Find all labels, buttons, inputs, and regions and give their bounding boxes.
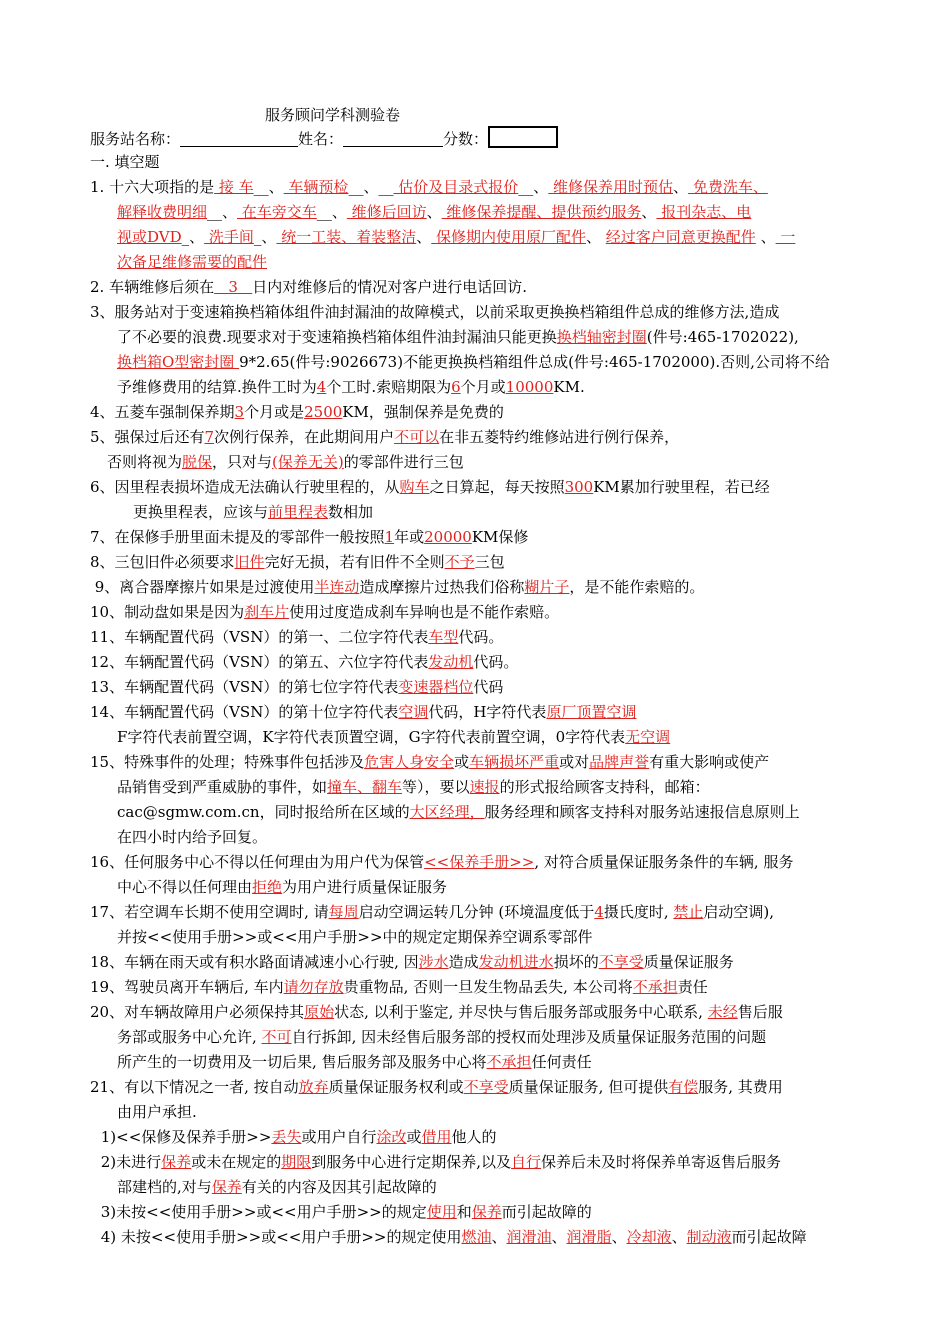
q-text: 责任	[677, 978, 708, 996]
answer: 半连动	[314, 578, 360, 596]
q1-prefix: 1. 十六大项指的是	[90, 178, 215, 196]
answer: 前里程表	[268, 503, 329, 521]
answer: 糊片子	[524, 578, 570, 596]
q-text: 品销售受到严重威胁的事件，如	[117, 778, 328, 796]
q16-line2	[117, 876, 870, 900]
answer: 有偿	[668, 1078, 699, 1096]
q20-line3	[117, 1051, 870, 1075]
q-text: 启动空调运转几分钟 (环境温度低于	[358, 903, 595, 921]
answer: 发动机进水	[478, 953, 554, 971]
answer: 2500	[304, 403, 343, 421]
q-text: 服务, 其费用	[698, 1078, 783, 1096]
q-text: 或对	[559, 753, 590, 771]
answer: 每周	[328, 903, 359, 921]
q-text: 代码。	[458, 628, 504, 646]
answer: 报刊杂志、电	[656, 203, 752, 221]
q-text: 的形式报给顾客支持科，邮箱：	[499, 778, 710, 796]
q15-line2	[117, 776, 870, 800]
q4	[90, 401, 870, 425]
q20-line1	[90, 1001, 870, 1025]
answer: 品牌声誉	[589, 753, 650, 771]
q21-item4	[96, 1226, 870, 1250]
q-text: 售后服	[737, 1003, 783, 1021]
q1-line1: 1. 十六大项指的是 接 车__、 车辆预检__、__ 估价及目录式报价__、 维修保养用时预估、 免费洗车、	[90, 178, 768, 196]
answer: 6	[451, 378, 461, 396]
q-text: 3)未按<<使用手册>>或<<用户手册>>的规定	[96, 1203, 427, 1221]
q-text: 质量保证服务, 但可提供	[508, 1078, 669, 1096]
answer: 冷却液	[626, 1228, 672, 1246]
answer: 制动液	[686, 1228, 732, 1246]
page-title: 服务顾问学科测验卷	[265, 106, 401, 124]
station-label: 服务站名称：	[90, 130, 181, 148]
q-text: 启动空调),	[703, 903, 774, 921]
answer: 原厂顶置空调	[546, 703, 637, 721]
q-text: 或	[406, 1128, 422, 1146]
answer: 300	[564, 478, 594, 496]
answer: 免费洗车、	[688, 178, 768, 196]
answer: 不予	[444, 553, 475, 571]
q9	[90, 576, 870, 600]
answer: 使用	[426, 1203, 457, 1221]
q19	[90, 976, 870, 1000]
q-text: 保养后未及时将保养单寄返售后服务	[541, 1153, 782, 1171]
q-text: 10、制动盘如果是因为	[90, 603, 245, 621]
q-text: 代码	[473, 678, 504, 696]
q-text: KM保修	[471, 528, 529, 546]
q-text: 1)<<保修及保养手册>>	[96, 1128, 272, 1146]
q-text: 他人的	[451, 1128, 497, 1146]
q3-line4	[117, 376, 870, 400]
q-text: 更换里程表，应该与	[133, 503, 269, 521]
q17-line2: 并按<<使用手册>>或<<用户手册>>中的规定定期保养空调系零部件	[117, 928, 593, 946]
q-text: 贵重物品, 否则一旦发生物品丢失, 本公司将	[343, 978, 633, 996]
q14-line2	[117, 726, 870, 750]
q8	[90, 551, 870, 575]
q-text: 而引起故障	[731, 1228, 807, 1246]
q-text: 15、特殊事件的处理；特殊事件包括涉及	[90, 753, 365, 771]
answer: (保养无关)	[272, 453, 344, 471]
q-text: 21、有以下情况之一者, 按自动	[90, 1078, 299, 1096]
answer: 维修保养用时预估	[548, 178, 674, 196]
q21-item1	[96, 1126, 870, 1150]
answer: 车辆损坏严重	[469, 753, 560, 771]
q-text: 所产生的一切费用及一切后果, 售后服务部及服务中心将	[117, 1053, 487, 1071]
q2	[90, 276, 870, 300]
answer: 换档轴密封圈	[556, 328, 647, 346]
q1-line2: 解释收费明细__、 在车旁交车__、 维修后回访、 维修保养提醒、提供预约服务、 报刊杂志、电	[117, 203, 752, 221]
answer: 润滑油	[506, 1228, 552, 1246]
q-text: 造成	[448, 953, 479, 971]
answer: 接 车	[214, 178, 254, 196]
answer: 估价及目录式报价	[393, 178, 519, 196]
q1-line3: 视或DVD_、 洗手间_、 统一工装、着装整洁、 保修期内使用原厂配件、 经过客户同意更换配件 、 一	[117, 228, 796, 246]
q-text: 个工时.索赔期限为	[326, 378, 452, 396]
q-text: F字符代表前置空调，K字符代表顶置空调，G字符代表前置空调，0字符代表	[117, 728, 626, 746]
q-text: 三包	[474, 553, 505, 571]
q-text: 在非五菱特约维修站进行例行保养，	[439, 428, 680, 446]
answer: 4	[594, 903, 604, 921]
section-heading: 一. 填空题	[90, 153, 160, 171]
q-text: 任何责任	[531, 1053, 592, 1071]
answer: 一	[775, 228, 796, 246]
q-text: 19、驾驶员离开车辆后, 车内	[90, 978, 284, 996]
answer: 刹车片	[244, 603, 290, 621]
q6-line1	[90, 476, 870, 500]
q11	[90, 626, 870, 650]
q1-line4	[117, 251, 870, 275]
q-text: (件号:465-1702022),	[646, 328, 799, 346]
q-text: 9*2.65(件号:9026673)不能更换换档箱组件总成(件号:465-1702000).否则,公司将不给	[239, 353, 830, 371]
q-text: 到服务中心进行定期保养,以及	[311, 1153, 511, 1171]
answer: 保养	[161, 1153, 192, 1171]
answer: 润滑脂	[566, 1228, 612, 1246]
answer: 拒绝	[252, 878, 283, 896]
q-text: 完好无损，若有旧件不全则	[264, 553, 445, 571]
q21-item2-line2	[117, 1176, 870, 1200]
q10	[90, 601, 870, 625]
q-text: 20、对车辆故障用户必须保持其	[90, 1003, 305, 1021]
q-text: 务部或服务中心允许,	[117, 1028, 262, 1046]
q-text: 、	[491, 1228, 507, 1246]
q-text: 年或	[394, 528, 425, 546]
answer: 保修期内使用原厂配件	[431, 228, 587, 246]
q-text: 2. 车辆维修后须在	[90, 278, 215, 296]
answer: 自行	[511, 1153, 542, 1171]
q17-line1	[90, 901, 870, 925]
q-text: 5、强保过后还有	[90, 428, 205, 446]
score-box[interactable]	[488, 126, 558, 148]
q14-line1	[90, 701, 870, 725]
q-text: 7、在保修手册里面未提及的零部件一般按照	[90, 528, 385, 546]
q21-item2-line1	[96, 1151, 870, 1175]
q-text: 部建档的,对与	[117, 1178, 212, 1196]
q-text: 和	[456, 1203, 472, 1221]
q-text: 4、五菱车强制保养期	[90, 403, 235, 421]
answer: 禁止	[673, 903, 704, 921]
q-text: 13、车辆配置代码（VSN）的第七位字符代表	[90, 678, 399, 696]
q-text: KM，强制保养是免费的	[342, 403, 504, 421]
q-text: 4) 未按<<使用手册>>或<<用户手册>>的规定使用	[96, 1228, 462, 1246]
answer: 涉水	[418, 953, 449, 971]
answer: 3	[214, 278, 253, 296]
q15-line3	[117, 801, 870, 825]
answer: 车型	[428, 628, 459, 646]
q-text: 代码。	[473, 653, 519, 671]
q-text: 16、任何服务中心不得以任何理由为用户代为保管	[90, 853, 425, 871]
q-text: 之日算起，每天按照	[429, 478, 565, 496]
answer: 1	[384, 528, 395, 546]
q-text: 状态, 以利于鉴定, 并尽快与售后服务部或服务中心联系,	[334, 1003, 708, 1021]
answer: 维修后回访	[346, 203, 427, 221]
q-text: 12、车辆配置代码（VSN）的第五、六位字符代表	[90, 653, 429, 671]
q-text: 为用户进行质量保证服务	[282, 878, 448, 896]
q15-line4: 在四小时内给予回复。	[117, 828, 268, 846]
q3-line1: 3、服务站对于变速箱换档箱体组件油封漏油的故障模式，以前采取更换换档箱组件总成的维修方法,造成	[90, 303, 780, 321]
answer: 4	[316, 378, 327, 396]
answer: 保养	[471, 1203, 502, 1221]
answer: 不承担	[486, 1053, 532, 1071]
q-text: KM.	[553, 378, 585, 396]
q-text: 或未在规定的	[191, 1153, 282, 1171]
q-text: 个月或是	[244, 403, 305, 421]
q-text: 14、车辆配置代码（VSN）的第十位字符代表	[90, 703, 399, 721]
answer: 20000	[424, 528, 472, 546]
q-text: 6、因里程表损坏造成无法确认行驶里程的，从	[90, 478, 400, 496]
answer: 不可	[261, 1028, 292, 1046]
score-label: 分数：	[443, 130, 489, 148]
answer: 维修保养提醒、提供预约服务	[441, 203, 642, 221]
answer: 经过客户同意更换配件	[605, 228, 756, 246]
answer: 10000	[505, 378, 554, 396]
answer: 放弃	[298, 1078, 329, 1096]
answer: 发动机	[428, 653, 474, 671]
q-text: 质量保证服务	[643, 953, 734, 971]
answer: 7	[204, 428, 215, 446]
answer: 购车	[399, 478, 430, 496]
answer: 旧件	[234, 553, 265, 571]
q21-item3	[96, 1201, 870, 1225]
q-text: 、	[551, 1228, 567, 1246]
answer: 借用	[421, 1128, 452, 1146]
answer: 变速器档位	[398, 678, 474, 696]
answer: 不可以	[394, 428, 440, 446]
answer: 不享受	[598, 953, 644, 971]
q-text: 次例行保养，在此期间用户	[214, 428, 395, 446]
q-text: 了不必要的浪费.现要求对于变速箱换档箱体组件油封漏油只能更换	[117, 328, 557, 346]
q18	[90, 951, 870, 975]
q-text: 、	[611, 1228, 627, 1246]
q-text: 、	[671, 1228, 687, 1246]
answer: 不承担	[632, 978, 678, 996]
q-text: 有关的内容及因其引起故障的	[241, 1178, 437, 1196]
q15-line1	[90, 751, 870, 775]
answer: 解释收费明细	[117, 203, 208, 221]
answer: 换档箱O型密封圈	[117, 353, 240, 371]
q21-line1	[90, 1076, 870, 1100]
q5-line2	[107, 451, 870, 475]
q-text: 的零部件进行三包	[343, 453, 464, 471]
q-text: 个月或	[460, 378, 506, 396]
q-text: 等），要以	[402, 778, 470, 796]
q-text: 中心不得以任何理由	[117, 878, 253, 896]
answer: 燃油	[461, 1228, 492, 1246]
answer: 车辆预检	[283, 178, 349, 196]
q5-line1	[90, 426, 870, 450]
q-text: 2)未进行	[96, 1153, 162, 1171]
answer: 不享受	[463, 1078, 509, 1096]
q-text: 使用过度造成刹车异响也是不能作索赔。	[289, 603, 560, 621]
q-text: 数相加	[328, 503, 374, 521]
answer: 洗手间	[204, 228, 254, 246]
q-text: 或	[454, 753, 470, 771]
q-text: 损坏的	[553, 953, 599, 971]
q-text: 或用户自行	[301, 1128, 377, 1146]
answer: 撞车、翻车	[327, 778, 403, 796]
q-text: KM累加行驶里程，若已经	[593, 478, 770, 496]
q-text: 服务经理和顾客支持科对服务站速报信息原则上	[484, 803, 800, 821]
q6-line2	[133, 501, 870, 525]
answer: <<保养手册>>	[424, 853, 535, 871]
q-text: 代码，H字符代表	[428, 703, 547, 721]
q-text: 自行拆卸, 因未经售后服务部的授权而处理涉及质量保证服务范围的问题	[291, 1028, 767, 1046]
answer: 危害人身安全	[364, 753, 455, 771]
q21-line2: 由用户承担.	[117, 1103, 197, 1121]
q-text: 质量保证服务权利或	[328, 1078, 464, 1096]
answer: 保养	[211, 1178, 242, 1196]
q3-line3	[117, 351, 870, 375]
answer: 统一工装、着装整洁	[276, 228, 417, 246]
answer: 丢失	[271, 1128, 302, 1146]
q13	[90, 676, 870, 700]
q-text: 予维修费用的结算.换件工时为	[117, 378, 317, 396]
q-text: 造成摩擦片过热我们俗称	[359, 578, 525, 596]
q-text: ，是不能作索赔的。	[569, 578, 705, 596]
station-name-blank[interactable]	[180, 130, 298, 147]
q-text: , 对符合质量保证服务条件的车辆, 服务	[534, 853, 794, 871]
q-text: 而引起故障的	[501, 1203, 592, 1221]
q-text: 18、车辆在雨天或有积水路面请减速小心行驶, 因	[90, 953, 419, 971]
header-row	[90, 126, 870, 150]
answer: 在车旁交车	[237, 203, 317, 221]
answer: 涂改	[376, 1128, 407, 1146]
answer: 原始	[304, 1003, 335, 1021]
answer: 未经	[707, 1003, 738, 1021]
answer: 空调	[398, 703, 429, 721]
name-label: 姓名：	[298, 130, 344, 148]
q-text: 11、车辆配置代码（VSN）的第一、二位字符代表	[90, 628, 429, 646]
q-text: 日内对维修后的情况对客户进行电话回访.	[252, 278, 528, 296]
q-text: 17、若空调车长期不使用空调时, 请	[90, 903, 329, 921]
q16-line1	[90, 851, 870, 875]
name-blank[interactable]	[343, 130, 443, 147]
answer: 大区经理，	[409, 803, 485, 821]
answer: 视或DVD	[117, 228, 182, 246]
answer: 次备足维修需要的配件	[117, 253, 268, 271]
q-text: cac@sgmw.com.cn，同时报给所在区域的	[117, 803, 410, 821]
q-text: 8、三包旧件必须要求	[90, 553, 235, 571]
q-text: 否则将视为	[107, 453, 183, 471]
q12	[90, 651, 870, 675]
answer: 期限	[281, 1153, 312, 1171]
answer: 速报	[469, 778, 500, 796]
answer: 脱保	[182, 453, 213, 471]
q3-line2	[117, 326, 870, 350]
q-text: 摄氏度时,	[603, 903, 674, 921]
answer: 请勿存放	[283, 978, 344, 996]
answer: 3	[234, 403, 245, 421]
q-text: ，只对与	[212, 453, 273, 471]
q-text: 有重大影响或使产	[649, 753, 770, 771]
answer: 无空调	[625, 728, 671, 746]
q20-line2	[117, 1026, 870, 1050]
q-text: 9、离合器摩擦片如果是过渡使用	[90, 578, 315, 596]
q7	[90, 526, 870, 550]
